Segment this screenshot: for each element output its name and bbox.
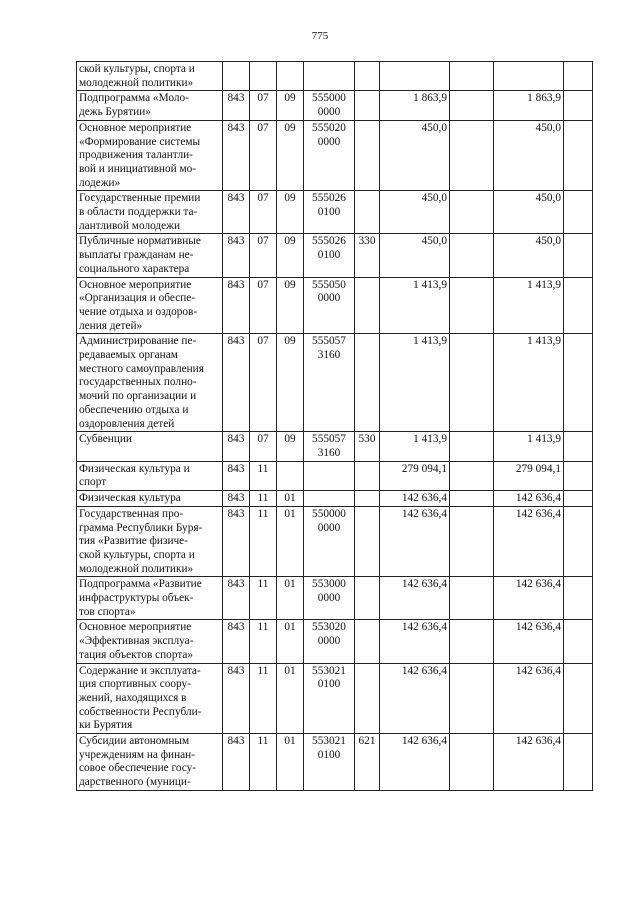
cell-razdel: 07	[250, 191, 277, 234]
table-row	[77, 577, 593, 620]
cell-podrazdel: 01	[277, 506, 304, 577]
cell-tsel-statya-line: 0000	[317, 106, 341, 119]
table-row	[77, 191, 593, 234]
cell-tsel-statya	[304, 620, 355, 663]
cell-empty-1	[450, 461, 494, 490]
cell-tsel-statya-line: 0100	[317, 748, 341, 761]
cell-sum-2: 142 636,4	[494, 734, 564, 791]
cell-tsel-statya-line: 553020	[312, 621, 346, 634]
cell-name-line: молодежной политики»	[79, 562, 194, 575]
cell-vid-rashodov	[355, 577, 380, 620]
cell-name-line: Физическая культура и	[79, 462, 190, 475]
cell-tsel-statya-line: 553021	[312, 664, 346, 677]
cell-sum-1: 142 636,4	[380, 506, 450, 577]
cell-tsel-statya	[304, 120, 355, 191]
cell-empty-1	[450, 620, 494, 663]
cell-tsel-statya-line: 0000	[317, 635, 341, 648]
cell-vid-rashodov	[355, 120, 380, 191]
cell-tsel-statya-line: 555026	[312, 235, 346, 248]
cell-sum-2: 450,0	[494, 234, 564, 277]
cell-tsel-statya-line: 0100	[317, 678, 341, 691]
cell-empty-1	[450, 734, 494, 791]
cell-tsel-statya	[304, 277, 355, 334]
cell-empty-1	[450, 491, 494, 507]
cell-sum-1: 142 636,4	[380, 577, 450, 620]
cell-name	[77, 120, 223, 191]
cell-tsel-statya-line: 553021	[312, 735, 346, 748]
cell-vid-rashodov	[355, 620, 380, 663]
cell-name	[77, 191, 223, 234]
page-number: 775	[311, 30, 329, 42]
cell-tsel-statya	[304, 734, 355, 791]
cell-razdel: 07	[250, 277, 277, 334]
cell-tsel-statya-line: 0000	[317, 521, 341, 534]
cell-vid-rashodov	[355, 191, 380, 234]
cell-name-line: Субвенции	[79, 433, 132, 446]
cell-sum-1: 1 863,9	[380, 91, 450, 120]
cell-name-line: Администрирование пе-	[79, 335, 197, 348]
table-row	[77, 62, 593, 91]
cell-vedomstvo: 843	[223, 620, 250, 663]
cell-empty-2	[564, 577, 593, 620]
cell-empty-2	[564, 191, 593, 234]
cell-empty-1	[450, 234, 494, 277]
cell-name-line: Публичные нормативные	[79, 235, 201, 248]
cell-name	[77, 577, 223, 620]
table-row	[77, 234, 593, 277]
table-row	[77, 334, 593, 432]
cell-name-line: ления детей»	[79, 319, 143, 332]
cell-name-line: Государственная про-	[79, 507, 184, 520]
cell-sum-2: 1 413,9	[494, 432, 564, 461]
cell-podrazdel: 09	[277, 432, 304, 461]
table-row	[77, 432, 593, 461]
cell-name-line: местного самоуправления	[79, 362, 204, 375]
cell-name-line: социального характера	[79, 262, 190, 275]
cell-vedomstvo: 843	[223, 191, 250, 234]
cell-sum-1: 1 413,9	[380, 432, 450, 461]
cell-podrazdel: 09	[277, 120, 304, 191]
cell-name	[77, 334, 223, 432]
cell-vedomstvo: 843	[223, 234, 250, 277]
cell-name-line: «Формирование системы	[79, 135, 201, 148]
cell-name-line: ки Бурятия	[79, 719, 133, 732]
cell-tsel-statya-line: 550000	[312, 507, 346, 520]
cell-sum-1: 142 636,4	[380, 620, 450, 663]
cell-name-line: тия «Развитие физиче-	[79, 535, 188, 548]
cell-razdel: 07	[250, 234, 277, 277]
cell-name-line: оздоровления детей	[79, 417, 175, 430]
cell-sum-2: 1 413,9	[494, 277, 564, 334]
cell-vid-rashodov	[355, 663, 380, 734]
cell-name	[77, 277, 223, 334]
cell-vedomstvo: 843	[223, 432, 250, 461]
cell-tsel-statya-line: 3160	[317, 446, 341, 459]
cell-sum-2	[494, 62, 564, 91]
cell-name	[77, 620, 223, 663]
cell-empty-1	[450, 663, 494, 734]
cell-empty-1	[450, 62, 494, 91]
cell-name-line: дежь Бурятии»	[79, 106, 151, 119]
cell-vedomstvo: 843	[223, 506, 250, 577]
cell-vedomstvo: 843	[223, 91, 250, 120]
cell-sum-2: 1 863,9	[494, 91, 564, 120]
cell-vedomstvo: 843	[223, 577, 250, 620]
cell-empty-2	[564, 734, 593, 791]
cell-name-line: редаваемых органам	[79, 349, 178, 362]
cell-tsel-statya	[304, 491, 355, 507]
cell-vid-rashodov	[355, 62, 380, 91]
cell-podrazdel: 01	[277, 734, 304, 791]
cell-name-line: дарственного (муници-	[79, 776, 191, 789]
cell-sum-2: 142 636,4	[494, 506, 564, 577]
cell-podrazdel: 01	[277, 663, 304, 734]
cell-vedomstvo: 843	[223, 491, 250, 507]
cell-name-line: тация объектов спорта»	[79, 648, 194, 661]
table-row	[77, 120, 593, 191]
cell-podrazdel: 01	[277, 577, 304, 620]
cell-tsel-statya-line: 555050	[312, 278, 346, 291]
cell-name-line: грамма Республики Буря-	[79, 521, 203, 534]
cell-empty-2	[564, 491, 593, 507]
cell-podrazdel: 09	[277, 191, 304, 234]
cell-empty-1	[450, 91, 494, 120]
table-row	[77, 663, 593, 734]
cell-sum-1: 1 413,9	[380, 277, 450, 334]
cell-name-line: в области поддержки та-	[79, 206, 198, 219]
cell-tsel-statya	[304, 432, 355, 461]
cell-name-line: лодежи»	[79, 176, 121, 189]
cell-vedomstvo: 843	[223, 734, 250, 791]
cell-sum-1: 142 636,4	[380, 734, 450, 791]
cell-razdel: 07	[250, 432, 277, 461]
cell-vid-rashodov: 330	[355, 234, 380, 277]
cell-name-line: инфраструктуры объек-	[79, 592, 194, 605]
cell-tsel-statya	[304, 461, 355, 490]
cell-name-line: совое обеспечение госу-	[79, 762, 197, 775]
cell-name-line: лантливой молодежи	[79, 219, 181, 232]
cell-empty-2	[564, 620, 593, 663]
cell-name	[77, 663, 223, 734]
cell-tsel-statya	[304, 577, 355, 620]
cell-empty-2	[564, 120, 593, 191]
cell-tsel-statya	[304, 334, 355, 432]
cell-vid-rashodov	[355, 91, 380, 120]
cell-tsel-statya-line: 0000	[317, 135, 341, 148]
cell-empty-1	[450, 120, 494, 191]
cell-tsel-statya-line: 555057	[312, 335, 346, 348]
budget-table	[76, 61, 593, 791]
cell-empty-2	[564, 461, 593, 490]
cell-empty-1	[450, 334, 494, 432]
cell-empty-1	[450, 506, 494, 577]
cell-sum-2: 1 413,9	[494, 334, 564, 432]
cell-sum-1: 1 413,9	[380, 334, 450, 432]
cell-empty-2	[564, 234, 593, 277]
cell-vedomstvo: 843	[223, 277, 250, 334]
cell-name	[77, 91, 223, 120]
cell-name-line: продвижения талантли-	[79, 149, 193, 162]
cell-sum-1: 142 636,4	[380, 663, 450, 734]
cell-sum-1	[380, 62, 450, 91]
cell-empty-1	[450, 277, 494, 334]
cell-podrazdel: 09	[277, 91, 304, 120]
cell-name-line: тов спорта»	[79, 605, 136, 618]
cell-vedomstvo: 843	[223, 663, 250, 734]
cell-razdel: 07	[250, 91, 277, 120]
cell-razdel: 11	[250, 577, 277, 620]
cell-razdel: 11	[250, 663, 277, 734]
cell-vid-rashodov: 621	[355, 734, 380, 791]
cell-vedomstvo	[223, 62, 250, 91]
cell-razdel: 11	[250, 620, 277, 663]
table-row	[77, 506, 593, 577]
cell-podrazdel: 09	[277, 277, 304, 334]
cell-vid-rashodov	[355, 506, 380, 577]
cell-tsel-statya	[304, 663, 355, 734]
cell-name-line: Основное мероприятие	[79, 621, 192, 634]
cell-sum-1: 450,0	[380, 234, 450, 277]
cell-vedomstvo: 843	[223, 334, 250, 432]
cell-name-line: жений, находящихся в	[79, 691, 187, 704]
cell-name-line: Содержание и эксплуата-	[79, 664, 201, 677]
table-row	[77, 461, 593, 490]
cell-tsel-statya-line: 553000	[312, 578, 346, 591]
budget-table-body	[77, 62, 593, 791]
cell-name-line: Основное мероприятие	[79, 121, 192, 134]
table-row	[77, 620, 593, 663]
cell-empty-2	[564, 432, 593, 461]
cell-sum-2: 142 636,4	[494, 663, 564, 734]
cell-podrazdel: 09	[277, 234, 304, 277]
cell-razdel: 11	[250, 734, 277, 791]
cell-razdel: 11	[250, 491, 277, 507]
cell-name	[77, 491, 223, 507]
table-row	[77, 91, 593, 120]
cell-name	[77, 62, 223, 91]
cell-sum-1: 142 636,4	[380, 491, 450, 507]
cell-name-line: государственных полно-	[79, 376, 197, 389]
cell-name-line: Государственные премии	[79, 192, 201, 205]
cell-tsel-statya-line: 555020	[312, 121, 346, 134]
cell-name-line: Подпрограмма «Моло-	[79, 92, 189, 105]
cell-razdel: 11	[250, 506, 277, 577]
cell-name-line: выплаты гражданам не-	[79, 249, 194, 262]
cell-vid-rashodov: 530	[355, 432, 380, 461]
cell-name-line: Физическая культура	[79, 492, 181, 505]
cell-razdel: 07	[250, 120, 277, 191]
cell-empty-2	[564, 277, 593, 334]
cell-tsel-statya-line: 0100	[317, 206, 341, 219]
cell-name-line: собственности Республи-	[79, 705, 202, 718]
cell-name-line: мочий по организации и	[79, 390, 197, 403]
table-row	[77, 734, 593, 791]
cell-vedomstvo: 843	[223, 461, 250, 490]
cell-name-line: Подпрограмма «Развитие	[79, 578, 202, 591]
cell-razdel: 07	[250, 334, 277, 432]
cell-tsel-statya-line: 0000	[317, 292, 341, 305]
cell-name-line: Основное мероприятие	[79, 278, 192, 291]
cell-vedomstvo: 843	[223, 120, 250, 191]
cell-empty-1	[450, 432, 494, 461]
cell-tsel-statya-line: 0100	[317, 249, 341, 262]
cell-tsel-statya-line: 555026	[312, 192, 346, 205]
cell-empty-1	[450, 577, 494, 620]
cell-sum-2: 142 636,4	[494, 620, 564, 663]
cell-name	[77, 461, 223, 490]
cell-empty-2	[564, 334, 593, 432]
cell-sum-2: 142 636,4	[494, 491, 564, 507]
cell-tsel-statya	[304, 506, 355, 577]
cell-name-line: «Организация и обеспе-	[79, 292, 196, 305]
cell-podrazdel: 01	[277, 491, 304, 507]
cell-name	[77, 506, 223, 577]
cell-vid-rashodov	[355, 461, 380, 490]
table-row	[77, 491, 593, 507]
cell-tsel-statya	[304, 234, 355, 277]
cell-empty-1	[450, 191, 494, 234]
cell-podrazdel: 09	[277, 334, 304, 432]
cell-sum-2: 450,0	[494, 120, 564, 191]
cell-sum-2: 279 094,1	[494, 461, 564, 490]
cell-name	[77, 734, 223, 791]
cell-tsel-statya-line: 3160	[317, 349, 341, 362]
cell-name-line: чение отдыха и оздоров-	[79, 305, 198, 318]
cell-podrazdel: 01	[277, 620, 304, 663]
cell-name	[77, 234, 223, 277]
cell-tsel-statya-line: 0000	[317, 592, 341, 605]
cell-sum-2: 142 636,4	[494, 577, 564, 620]
cell-tsel-statya-line: 555057	[312, 433, 346, 446]
cell-name	[77, 432, 223, 461]
cell-name-line: ция спортивных соору-	[79, 678, 191, 691]
cell-name-line: «Эффективная эксплуа-	[79, 635, 194, 648]
cell-razdel: 11	[250, 461, 277, 490]
cell-empty-2	[564, 663, 593, 734]
cell-vid-rashodov	[355, 334, 380, 432]
cell-name-line: молодежной политики»	[79, 76, 194, 89]
cell-name-line: ской культуры, спорта и	[79, 548, 195, 561]
cell-name-line: вой и инициативной мо-	[79, 162, 197, 175]
cell-podrazdel	[277, 461, 304, 490]
cell-sum-1: 450,0	[380, 120, 450, 191]
cell-name-line: спорт	[79, 476, 107, 489]
table-row	[77, 277, 593, 334]
cell-sum-2: 450,0	[494, 191, 564, 234]
cell-empty-2	[564, 91, 593, 120]
cell-tsel-statya	[304, 191, 355, 234]
cell-name-line: ской культуры, спорта и	[79, 63, 195, 75]
cell-empty-2	[564, 62, 593, 91]
cell-name-line: обеспечению отдыха и	[79, 403, 189, 416]
cell-podrazdel	[277, 62, 304, 91]
cell-vid-rashodov	[355, 277, 380, 334]
cell-tsel-statya	[304, 91, 355, 120]
cell-empty-2	[564, 506, 593, 577]
cell-razdel	[250, 62, 277, 91]
cell-vid-rashodov	[355, 491, 380, 507]
cell-tsel-statya	[304, 62, 355, 91]
cell-name-line: Субсидии автономным	[79, 735, 190, 748]
cell-sum-1: 279 094,1	[380, 461, 450, 490]
cell-sum-1: 450,0	[380, 191, 450, 234]
cell-name-line: учреждениям на финан-	[79, 748, 195, 761]
cell-tsel-statya-line: 555000	[312, 92, 346, 105]
